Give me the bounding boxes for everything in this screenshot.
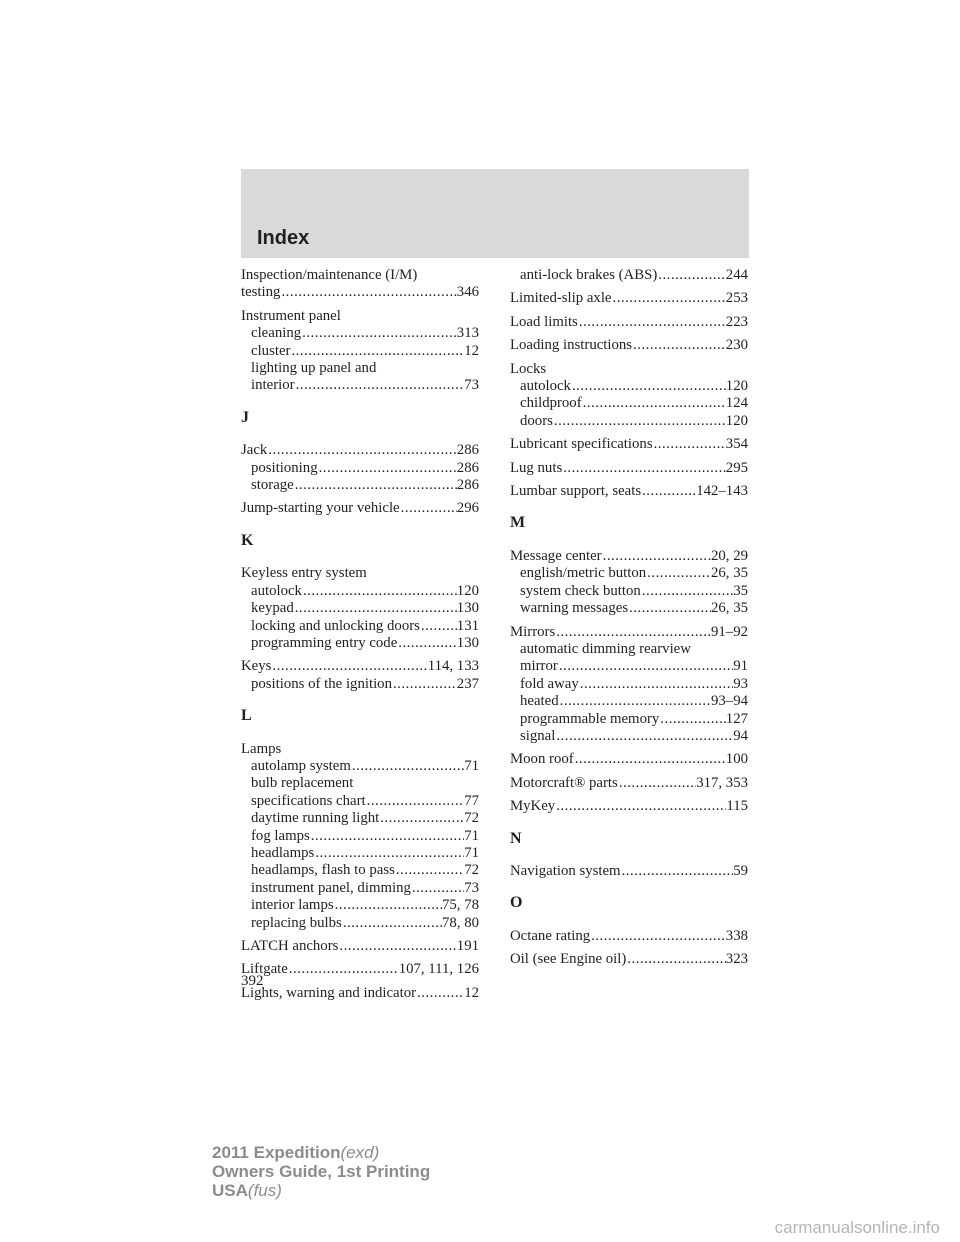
dot-leader (310, 828, 464, 845)
entry-text: warning messages (520, 600, 629, 617)
dot-leader (314, 845, 464, 862)
watermark: carmanualsonline.info (774, 1218, 940, 1237)
dot-leader (294, 477, 457, 494)
page-reference: 346 (456, 284, 479, 301)
index-entry-line (241, 658, 479, 675)
entry-text: Inspection/maintenance (I/M) (241, 267, 418, 283)
index-subentry (241, 618, 479, 635)
entry-text: lighting up panel and (251, 360, 377, 377)
index-subentry (510, 583, 748, 600)
page-reference: 130 (456, 634, 479, 651)
entry-text: Instrument panel (241, 307, 341, 324)
page-reference: 72 (464, 862, 479, 879)
dot-leader (641, 583, 733, 600)
entry-text: Oil (see Engine oil) (510, 951, 627, 968)
index-subentry (510, 693, 748, 710)
index-subentry (241, 862, 479, 879)
index-entry-line (510, 548, 748, 565)
page-reference: 120 (725, 378, 748, 395)
index-entry-line (510, 314, 748, 331)
page-reference: 317, 353 (696, 774, 748, 791)
index-subentry (510, 711, 748, 728)
index-subentry (241, 343, 479, 360)
dot-leader (659, 711, 726, 728)
footer-title: 2011 Expedition (212, 1143, 341, 1162)
document-footer (212, 1143, 430, 1200)
page-reference: 313 (456, 325, 479, 342)
entry-text: doors (520, 412, 553, 429)
index-entry (241, 961, 479, 978)
entry-text: Liftgate (241, 961, 288, 978)
dot-leader (301, 325, 457, 342)
page-reference: 71 (464, 844, 479, 861)
index-column-right (510, 267, 748, 975)
index-subentry (241, 758, 479, 775)
dot-leader (411, 880, 464, 897)
dot-leader (559, 693, 711, 710)
index-subentry (241, 897, 479, 914)
page-reference: 286 (456, 459, 479, 476)
entry-text: Message center (510, 547, 602, 564)
section-letter: J (241, 408, 249, 426)
dot-leader (334, 897, 442, 914)
dot-leader (657, 267, 726, 284)
dot-leader (420, 618, 457, 635)
index-entry (241, 500, 479, 517)
index-entry (510, 798, 748, 815)
index-entry (241, 985, 479, 1002)
index-subentry (241, 360, 479, 377)
page-reference: 73 (464, 377, 479, 394)
page-reference: 71 (464, 757, 479, 774)
index-entry (510, 337, 748, 354)
page-reference: 93 (733, 675, 748, 692)
entry-text: headlamps (251, 844, 315, 861)
index-entry-line (510, 483, 748, 500)
dot-leader (578, 314, 726, 331)
index-subentry (241, 377, 479, 394)
index-entry (510, 928, 748, 945)
index-entry (241, 565, 479, 652)
entry-text: MyKey (510, 798, 556, 815)
index-entry (241, 442, 479, 494)
dot-leader (626, 951, 726, 968)
dot-leader (621, 863, 734, 880)
dot-leader (653, 436, 726, 453)
page-reference: 91–92 (711, 623, 748, 640)
index-subentry (510, 267, 748, 284)
entry-text: system check button (520, 582, 641, 599)
index-entry-line (241, 938, 479, 955)
dot-leader (395, 862, 464, 879)
page-reference: 286 (456, 442, 479, 459)
entry-text: Lug nuts (510, 459, 563, 476)
entry-text: programming entry code (251, 634, 398, 651)
index-subentry (241, 810, 479, 827)
dot-leader (288, 961, 399, 978)
index-subentry (241, 828, 479, 845)
page-reference: 78, 80 (442, 914, 479, 931)
entry-text: Load limits (510, 313, 578, 330)
index-entry-line (510, 290, 748, 307)
index-entry-line (241, 442, 479, 459)
index-subentry (241, 880, 479, 897)
index-entry (510, 361, 748, 431)
index-entry (241, 741, 479, 932)
page-reference: 354 (725, 436, 748, 453)
page-reference: 73 (464, 879, 479, 896)
entry-text: locking and unlocking doors (251, 617, 420, 634)
page-reference: 142–143 (696, 483, 748, 500)
index-entry (510, 267, 748, 284)
dot-leader (366, 793, 465, 810)
index-subentry (241, 583, 479, 600)
index-subentry (241, 793, 479, 810)
section-letter: O (510, 894, 523, 912)
page-reference: 94 (733, 727, 748, 744)
index-entry-line (510, 751, 748, 768)
index-subentry (510, 395, 748, 412)
page-reference: 131 (456, 617, 479, 634)
index-entry-line (510, 361, 748, 378)
entry-text: english/metric button (520, 565, 647, 582)
section-letter: K (241, 531, 254, 549)
index-entry-line (510, 436, 748, 453)
dot-leader (555, 798, 726, 815)
page-reference: 59 (733, 862, 748, 879)
footer-market: USA (212, 1181, 248, 1200)
page-reference: 120 (725, 412, 748, 429)
page-reference: 296 (456, 500, 479, 517)
index-entry (510, 624, 748, 746)
index-entry (510, 290, 748, 307)
page-reference: 237 (456, 675, 479, 692)
index-entry (510, 863, 748, 880)
dot-leader (416, 985, 464, 1002)
dot-leader (558, 658, 733, 675)
index-entry (510, 314, 748, 331)
entry-text: interior lamps (251, 897, 334, 914)
dot-leader (318, 460, 457, 477)
index-entry-line (510, 863, 748, 880)
entry-text: daytime running light (251, 810, 380, 827)
dot-leader (562, 460, 726, 477)
dot-leader (351, 758, 464, 775)
entry-text: mirror (520, 658, 558, 675)
page-reference: 253 (725, 290, 748, 307)
index-subentry (241, 477, 479, 494)
index-entry-line (241, 741, 479, 758)
index-entry-line (241, 267, 479, 284)
dot-leader (646, 565, 711, 582)
entry-text: positions of the ignition (251, 675, 392, 692)
dot-leader (338, 938, 456, 955)
index-subentry (510, 413, 748, 430)
entry-text: Jump-starting your vehicle (241, 500, 400, 517)
entry-text: interior (251, 377, 295, 394)
page-reference: 72 (464, 810, 479, 827)
entry-text: instrument panel, dimming (251, 879, 411, 896)
entry-text: childproof (520, 395, 582, 412)
index-subentry (241, 325, 479, 342)
page-reference: 115 (726, 798, 748, 815)
dot-leader (555, 728, 733, 745)
index-entry (510, 951, 748, 968)
index-entry-line (510, 775, 748, 792)
entry-text: Jack (241, 442, 268, 459)
index-entry-line (510, 624, 748, 641)
dot-leader (302, 583, 457, 600)
entry-text: Navigation system (510, 862, 621, 879)
index-entry (510, 775, 748, 792)
page-reference: 12 (464, 984, 479, 1001)
page-reference: 124 (725, 395, 748, 412)
dot-leader (618, 775, 696, 792)
index-entry-line (241, 565, 479, 582)
index-entry-line (241, 284, 479, 301)
entry-text: bulb replacement (251, 775, 354, 792)
index-entry-line (510, 928, 748, 945)
page-reference: 223 (725, 313, 748, 330)
entry-text: fog lamps (251, 827, 310, 844)
dot-leader (641, 483, 696, 500)
entry-text: cluster (251, 342, 291, 359)
index-entry-line (241, 961, 479, 978)
index-entry-line (510, 951, 748, 968)
index-column-left (241, 267, 479, 1008)
index-subentry (510, 641, 748, 658)
dot-leader (590, 928, 726, 945)
page-reference: 114, 133 (427, 658, 479, 675)
index-subentry (241, 460, 479, 477)
entry-text: storage (251, 477, 294, 494)
page-reference: 120 (456, 582, 479, 599)
page-reference: 20, 29 (711, 547, 748, 564)
page-reference: 93–94 (711, 693, 748, 710)
dot-leader (602, 548, 711, 565)
dot-leader (379, 810, 464, 827)
dot-leader (295, 377, 465, 394)
index-subentry (510, 378, 748, 395)
page-reference: 323 (725, 951, 748, 968)
page-reference: 107, 111, 126 (398, 961, 479, 978)
index-header-band (241, 169, 749, 258)
entry-text: Moon roof (510, 751, 574, 768)
index-entry-line (241, 308, 479, 325)
entry-text: specifications chart (251, 792, 366, 809)
index-subentry (241, 775, 479, 792)
index-entry-line (510, 798, 748, 815)
page-reference: 130 (456, 600, 479, 617)
entry-text: positioning (251, 459, 318, 476)
dot-leader (574, 751, 726, 768)
entry-text: Mirrors (510, 623, 556, 640)
dot-leader (392, 676, 457, 693)
section-letter: N (510, 829, 522, 847)
page-reference: 71 (464, 827, 479, 844)
page-reference: 26, 35 (711, 565, 748, 582)
dot-leader (290, 343, 464, 360)
entry-text: testing (241, 284, 281, 301)
section-letter: L (241, 707, 252, 725)
entry-text: Lights, warning and indicator (241, 984, 417, 1001)
index-entry-line (241, 985, 479, 1002)
page-reference: 12 (464, 342, 479, 359)
page-reference: 295 (725, 459, 748, 476)
dot-leader (612, 290, 726, 307)
dot-leader (579, 676, 733, 693)
index-entry-line (510, 337, 748, 354)
entry-text: automatic dimming rearview (520, 640, 691, 657)
dot-leader (267, 442, 457, 459)
index-entry (241, 938, 479, 955)
page-reference: 230 (725, 337, 748, 354)
entry-text: programmable memory (520, 710, 660, 727)
footer-printing: Owners Guide, 1st Printing (212, 1162, 431, 1181)
dot-leader (271, 658, 427, 675)
footer-market-code: (fus) (247, 1181, 282, 1200)
entry-text: Keys (241, 658, 272, 675)
index-entry-line (510, 460, 748, 477)
index-entry (510, 751, 748, 768)
entry-text: cleaning (251, 325, 302, 342)
entry-text: anti-lock brakes (ABS) (520, 267, 658, 283)
page-reference: 127 (725, 710, 748, 727)
index-subentry (510, 728, 748, 745)
entry-text: LATCH anchors (241, 938, 339, 954)
entry-text: headlamps, flash to pass (251, 862, 395, 879)
entry-text: Lubricant specifications (510, 436, 653, 453)
index-subentry (241, 635, 479, 652)
entry-text: Lamps (241, 740, 282, 757)
page-title: Index (257, 227, 310, 249)
page-reference: 338 (725, 927, 748, 944)
entry-text: Locks (510, 360, 547, 377)
page-reference: 286 (456, 477, 479, 494)
dot-leader (280, 284, 456, 301)
entry-text: keypad (251, 600, 294, 617)
entry-text: Loading instructions (510, 337, 633, 354)
entry-text: heated (520, 693, 559, 710)
entry-text: autolock (251, 582, 302, 599)
index-entry (241, 267, 479, 302)
entry-text: Motorcraft® parts (510, 774, 618, 791)
page-reference: 91 (733, 658, 748, 675)
page-number: 392 (241, 973, 264, 989)
index-subentry (241, 845, 479, 862)
entry-text: Limited-slip axle (510, 290, 612, 307)
index-entry (510, 548, 748, 618)
index-entry (241, 308, 479, 395)
index-subentry (510, 600, 748, 617)
entry-text: Keyless entry system (241, 565, 367, 582)
entry-text: autolamp system (251, 757, 351, 774)
index-subentry (510, 658, 748, 675)
page-reference: 75, 78 (442, 897, 479, 914)
dot-leader (571, 378, 726, 395)
entry-text: Lumbar support, seats (510, 483, 642, 500)
index-subentry (510, 565, 748, 582)
index-entry-line (241, 500, 479, 517)
index-entry (510, 436, 748, 453)
entry-text: replacing bulbs (251, 914, 342, 931)
page-reference: 191 (456, 938, 479, 954)
entry-text: Octane rating (510, 927, 591, 944)
index-subentry (241, 915, 479, 932)
index-subentry (510, 676, 748, 693)
entry-text: fold away (520, 675, 579, 692)
section-letter: M (510, 514, 526, 532)
page-reference: 244 (725, 267, 748, 283)
dot-leader (628, 600, 711, 617)
index-entry (241, 658, 479, 693)
dot-leader (553, 413, 726, 430)
dot-leader (294, 600, 457, 617)
dot-leader (397, 635, 457, 652)
index-entry (510, 483, 748, 500)
footer-model-code: (exd) (340, 1143, 380, 1162)
entry-text: signal (520, 727, 556, 744)
dot-leader (342, 915, 442, 932)
dot-leader (582, 395, 726, 412)
page-reference: 26, 35 (711, 600, 748, 617)
page-reference: 77 (464, 792, 479, 809)
dot-leader (632, 337, 726, 354)
index-entry (510, 460, 748, 477)
page-reference: 100 (725, 751, 748, 768)
entry-text: autolock (520, 378, 571, 395)
dot-leader (555, 624, 711, 641)
page-reference: 35 (733, 582, 748, 599)
index-subentry (241, 600, 479, 617)
dot-leader (400, 500, 457, 517)
index-subentry (241, 676, 479, 693)
